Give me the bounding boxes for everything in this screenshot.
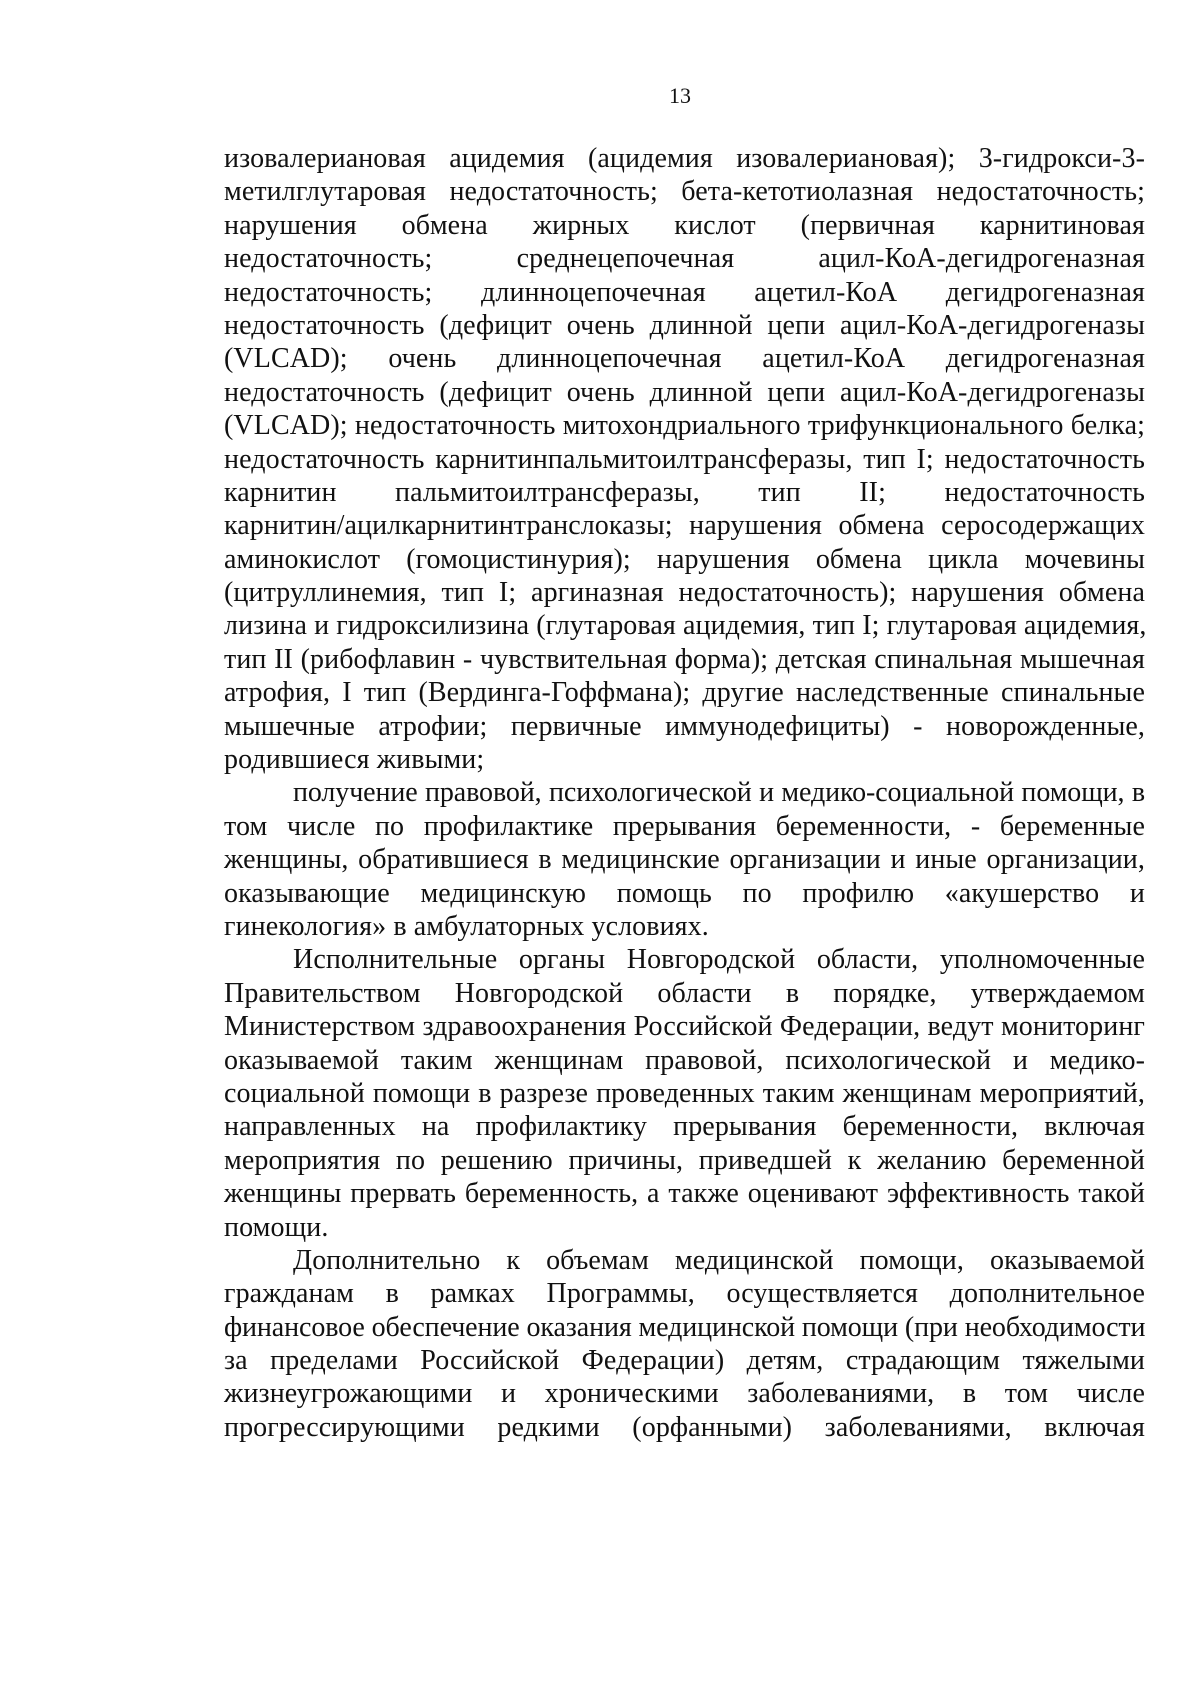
paragraph: [224, 1244, 1145, 1444]
text-line: метилглутаровая недостаточность; бета-кетотиолазная недостаточность;: [224, 176, 1145, 208]
text-line: Дополнительно к объемам медицинской помощи, оказываемой: [293, 1244, 1145, 1276]
text-line: недостаточность; среднецепочечная ацил-КоА-дегидрогеназная: [224, 243, 1145, 275]
text-line: оказывающие медицинскую помощь по профилю «акушерство и: [224, 877, 1145, 909]
page-number: 13: [669, 83, 691, 108]
text-line: изовалериановая ацидемия (ацидемия изовалериановая); 3-гидрокси-3-: [224, 143, 1145, 174]
text-line: за пределами Российской Федерации) детям, страдающим тяжелыми: [224, 1345, 1145, 1377]
text-line: лизина и гидроксилизина (глутаровая ацидемия, тип I; глутаровая ацидемия,: [224, 610, 1147, 642]
text-line: женщины прервать беременность, а также оценивают эффективность такой: [224, 1178, 1145, 1210]
text-line: получение правовой, психологической и медико-социальной помощи, в: [293, 777, 1145, 809]
text-line: Исполнительные органы Новгородской области, уполномоченные: [293, 944, 1145, 976]
paragraph: [224, 943, 1145, 1244]
text-line: аминокислот (гомоцистинурия); нарушения обмена цикла мочевины: [224, 543, 1145, 575]
text-line: социальной помощи в разрезе проведенных таким женщинам мероприятий,: [224, 1077, 1145, 1109]
text-line: гинекология» в амбулаторных условиях.: [224, 910, 709, 942]
text-line: карнитин/ацилкарнитинтранслоказы; нарушения обмена серосодержащих: [224, 510, 1145, 542]
body-text: [224, 142, 1145, 1444]
text-line: карнитин пальмитоилтрансферазы, тип II; недостаточность: [224, 476, 1145, 508]
text-line: гражданам в рамках Программы, осуществляется дополнительное: [224, 1278, 1145, 1310]
text-line: помощи.: [224, 1211, 329, 1243]
text-line: женщины, обратившиеся в медицинские организации и иные организации,: [224, 844, 1145, 876]
text-line: Министерством здравоохранения Российской Федерации, ведут мониторинг: [224, 1011, 1145, 1043]
text-line: недостаточность; длинноцепочечная ацетил-КоА дегидрогеназная: [224, 276, 1145, 308]
paragraph: [224, 142, 1145, 776]
paragraph: [224, 776, 1145, 943]
text-line: недостаточность карнитинпальмитоилтрансферазы, тип I; недостаточность: [224, 443, 1145, 475]
text-line: жизнеугрожающими и хроническими заболеваниями, в том числе: [224, 1378, 1145, 1410]
text-line: родившиеся живыми;: [224, 744, 485, 776]
text-line: (цитруллинемия, тип I; аргиназная недостаточность); нарушения обмена: [224, 577, 1145, 609]
text-line: (VLCAD); очень длинноцепочечная ацетил-КоА дегидрогеназная: [224, 343, 1145, 375]
text-line: тип II (рибофлавин - чувствительная форма); детская спинальная мышечная: [224, 643, 1145, 675]
text-line: недостаточность (дефицит очень длинной цепи ацил-КоА-дегидрогеназы: [224, 309, 1145, 341]
text-line: (VLCAD); недостаточность митохондриального трифункционального белка;: [224, 410, 1145, 442]
text-line: направленных на профилактику прерывания беременности, включая: [224, 1111, 1145, 1143]
text-line: атрофия, I тип (Вердинга-Гоффмана); другие наследственные спинальные: [224, 677, 1145, 709]
text-line: том числе по профилактике прерывания беременности, - беременные: [224, 810, 1145, 842]
text-line: финансовое обеспечение оказания медицинской помощи (при необходимости: [224, 1311, 1146, 1343]
text-line: мышечные атрофии; первичные иммунодефициты) - новорожденные,: [224, 710, 1145, 742]
text-line: Правительством Новгородской области в порядке, утверждаемом: [224, 977, 1145, 1009]
text-line: прогрессирующими редкими (орфанными) заболеваниями, включая: [224, 1411, 1145, 1443]
text-line: мероприятия по решению причины, приведшей к желанию беременной: [224, 1144, 1145, 1176]
text-line: оказываемой таким женщинам правовой, психологической и медико-: [224, 1044, 1145, 1076]
text-line: недостаточность (дефицит очень длинной цепи ацил-КоА-дегидрогеназы: [224, 376, 1145, 408]
text-line: нарушения обмена жирных кислот (первичная карнитиновая: [224, 209, 1145, 241]
